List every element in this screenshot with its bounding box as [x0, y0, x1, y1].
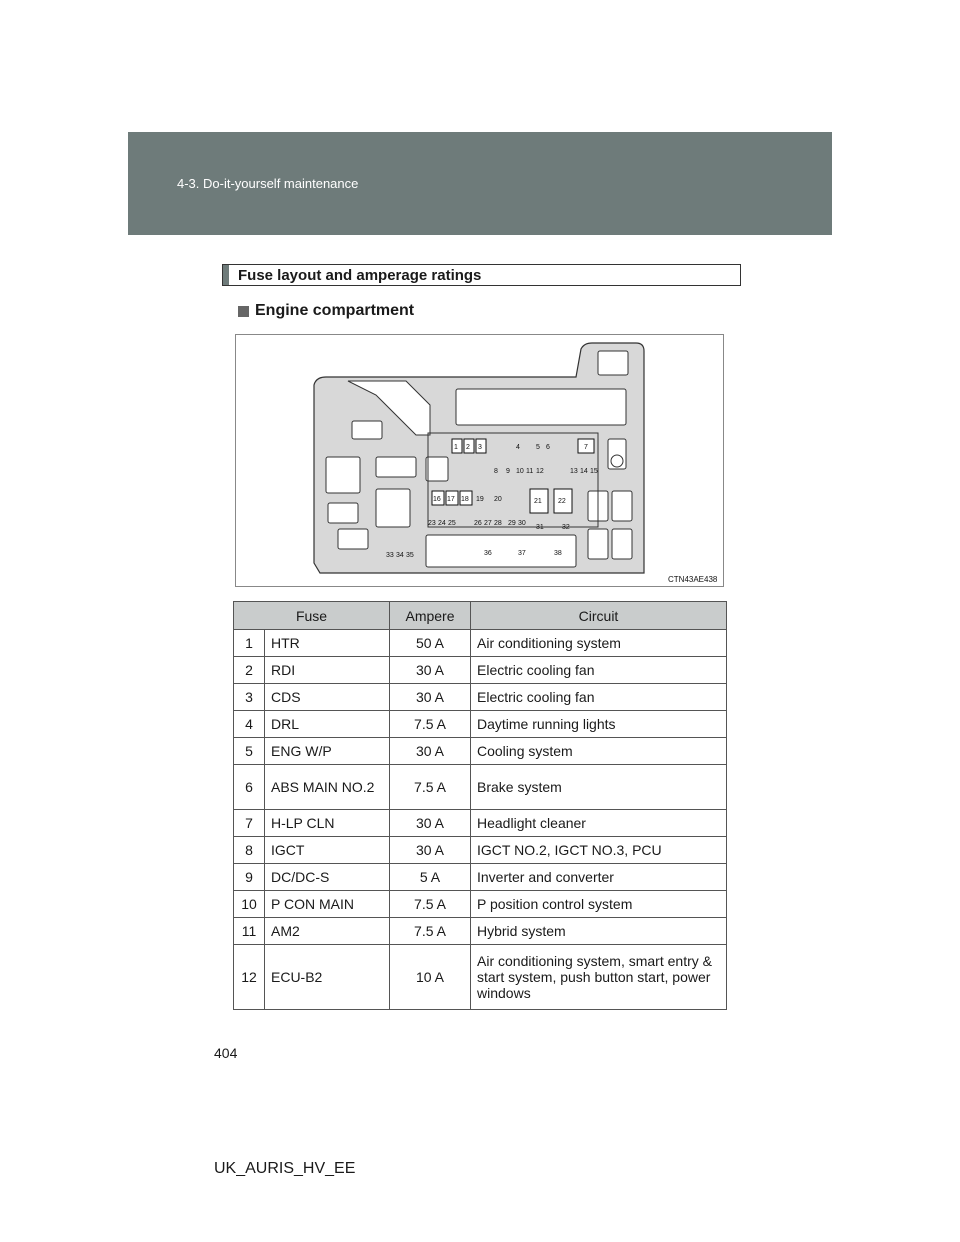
- fuse-label: 22: [558, 498, 566, 505]
- fuse-circuit: P position control system: [471, 891, 727, 918]
- relay-slot: [426, 457, 448, 481]
- section-title-bar: [223, 265, 229, 285]
- fuse-label: 26: [474, 520, 482, 527]
- fuse-label: 9: [506, 468, 510, 475]
- fuse-circuit: Daytime running lights: [471, 711, 727, 738]
- relay-slot: [612, 529, 632, 559]
- fuse-no: 5: [234, 738, 265, 765]
- fuse-label: 18: [461, 496, 469, 503]
- fuse-no: 12: [234, 945, 265, 1010]
- fuse-label: 1: [454, 444, 458, 451]
- diagram-code: CTN43AE438: [668, 575, 718, 584]
- table-row: [234, 738, 727, 765]
- square-bullet-icon: [238, 306, 249, 317]
- table-row: [234, 657, 727, 684]
- fuse-no: 3: [234, 684, 265, 711]
- page-number: 404: [214, 1045, 238, 1061]
- fuse-label: 5: [536, 444, 540, 451]
- relay-slot: [326, 457, 360, 493]
- header-fuse: Fuse: [234, 602, 390, 630]
- fuse-label: 17: [447, 496, 455, 503]
- fuse-ampere: 30 A: [390, 684, 471, 711]
- fuse-ampere: 10 A: [390, 945, 471, 1010]
- bolt-icon: [611, 455, 623, 467]
- relay-slot: [352, 421, 382, 439]
- fuse-ampere: 30 A: [390, 837, 471, 864]
- fuse-ampere: 7.5 A: [390, 891, 471, 918]
- subheading-text: Engine compartment: [255, 302, 415, 319]
- fuse-no: 9: [234, 864, 265, 891]
- fuse-label: 2: [466, 444, 470, 451]
- table-row: [234, 945, 727, 1010]
- table-row: [234, 684, 727, 711]
- fuse-circuit: Inverter and converter: [471, 864, 727, 891]
- fuse-label: 21: [534, 498, 542, 505]
- fuse-name: ABS MAIN NO.2: [265, 765, 390, 810]
- table-row: [234, 630, 727, 657]
- fuse-name: CDS: [265, 684, 390, 711]
- fuse-circuit: Brake system: [471, 765, 727, 810]
- fuse-ampere: 30 A: [390, 657, 471, 684]
- fuse-name: HTR: [265, 630, 390, 657]
- relay-slot: [328, 503, 358, 523]
- small-slot: [598, 351, 628, 375]
- fuse-label: 15: [590, 468, 598, 475]
- fuse-name: ECU-B2: [265, 945, 390, 1010]
- fuse-label: 35: [406, 552, 414, 559]
- fuse-label: 4: [516, 444, 520, 451]
- header-circuit: Circuit: [471, 602, 727, 630]
- table-row: [234, 810, 727, 837]
- table-row: [234, 837, 727, 864]
- table-row: [234, 864, 727, 891]
- fuse-label: 38: [554, 550, 562, 557]
- fuse-name: DC/DC-S: [265, 864, 390, 891]
- fuse-ampere: 5 A: [390, 864, 471, 891]
- fuse-circuit: Air conditioning system: [471, 630, 727, 657]
- section-title-box: [222, 264, 741, 286]
- relay-slot: [376, 457, 416, 477]
- section-header: 4-3. Do-it-yourself maintenance: [177, 176, 359, 191]
- fuse-no: 8: [234, 837, 265, 864]
- fuse-box-diagram: [235, 334, 724, 587]
- fuse-circuit: Electric cooling fan: [471, 684, 727, 711]
- fuse-label: 6: [546, 444, 550, 451]
- table-row: [234, 711, 727, 738]
- fuse-name: RDI: [265, 657, 390, 684]
- table-row: [234, 765, 727, 810]
- relay-slot: [376, 489, 410, 527]
- fuse-no: 2: [234, 657, 265, 684]
- fuse-ampere: 50 A: [390, 630, 471, 657]
- relay-slot: [612, 491, 632, 521]
- fuse-label: 8: [494, 468, 498, 475]
- relay-slot: [588, 529, 608, 559]
- fuse-name: ENG W/P: [265, 738, 390, 765]
- fuse-no: 10: [234, 891, 265, 918]
- fuse-circuit: Electric cooling fan: [471, 657, 727, 684]
- fuse-label: 20: [494, 496, 502, 503]
- fuse-ampere: 30 A: [390, 810, 471, 837]
- fuse-label: 25: [448, 520, 456, 527]
- fuse-label: 19: [476, 496, 484, 503]
- long-slot: [456, 389, 626, 425]
- fuse-label: 31: [536, 524, 544, 531]
- fuse-label: 16: [433, 496, 441, 503]
- table-row: [234, 891, 727, 918]
- fuse-circuit: Cooling system: [471, 738, 727, 765]
- footer-code: UK_AURIS_HV_EE: [214, 1160, 356, 1177]
- fuse-ampere: 30 A: [390, 738, 471, 765]
- fuse-label: 32: [562, 524, 570, 531]
- fuse-no: 7: [234, 810, 265, 837]
- fuse-box-illustration: [236, 335, 723, 586]
- fuse-label: 27: [484, 520, 492, 527]
- fuse-name: AM2: [265, 918, 390, 945]
- fuse-label: 37: [518, 550, 526, 557]
- fuse-label: 33: [386, 552, 394, 559]
- fuse-table: [233, 601, 727, 1010]
- fuse-label: 34: [396, 552, 404, 559]
- relay-slot: [338, 529, 368, 549]
- fuse-label: 28: [494, 520, 502, 527]
- header-ampere: Ampere: [390, 602, 471, 630]
- fuse-no: 1: [234, 630, 265, 657]
- fuse-label: 11: [526, 468, 534, 475]
- fuse-name: P CON MAIN: [265, 891, 390, 918]
- fuse-ampere: 7.5 A: [390, 765, 471, 810]
- fuse-circuit: Headlight cleaner: [471, 810, 727, 837]
- fuse-no: 6: [234, 765, 265, 810]
- fuse-label: 30: [518, 520, 526, 527]
- fuse-circuit: Hybrid system: [471, 918, 727, 945]
- section-title: Fuse layout and amperage ratings: [238, 267, 482, 284]
- fuse-label: 10: [516, 468, 524, 475]
- fuse-label: 3: [478, 444, 482, 451]
- fuse-name: IGCT: [265, 837, 390, 864]
- fuse-name: H-LP CLN: [265, 810, 390, 837]
- fuse-label: 14: [580, 468, 588, 475]
- fuse-label: 23: [428, 520, 436, 527]
- fuse-circuit: IGCT NO.2, IGCT NO.3, PCU: [471, 837, 727, 864]
- table-header-row: [234, 602, 727, 630]
- fuse-label: 29: [508, 520, 516, 527]
- fuse-ampere: 7.5 A: [390, 918, 471, 945]
- fuse-label: 12: [536, 468, 544, 475]
- fuse-name: DRL: [265, 711, 390, 738]
- fuse-circuit: Air conditioning system, smart entry & start system, push button start, power windows: [471, 945, 727, 1010]
- table-row: [234, 918, 727, 945]
- fuse-label: 24: [438, 520, 446, 527]
- fuse-label: 36: [484, 550, 492, 557]
- fuse-no: 11: [234, 918, 265, 945]
- fuse-label: 7: [584, 444, 588, 451]
- subheading: [238, 302, 414, 320]
- fuse-ampere: 7.5 A: [390, 711, 471, 738]
- fuse-no: 4: [234, 711, 265, 738]
- fuse-label: 13: [570, 468, 578, 475]
